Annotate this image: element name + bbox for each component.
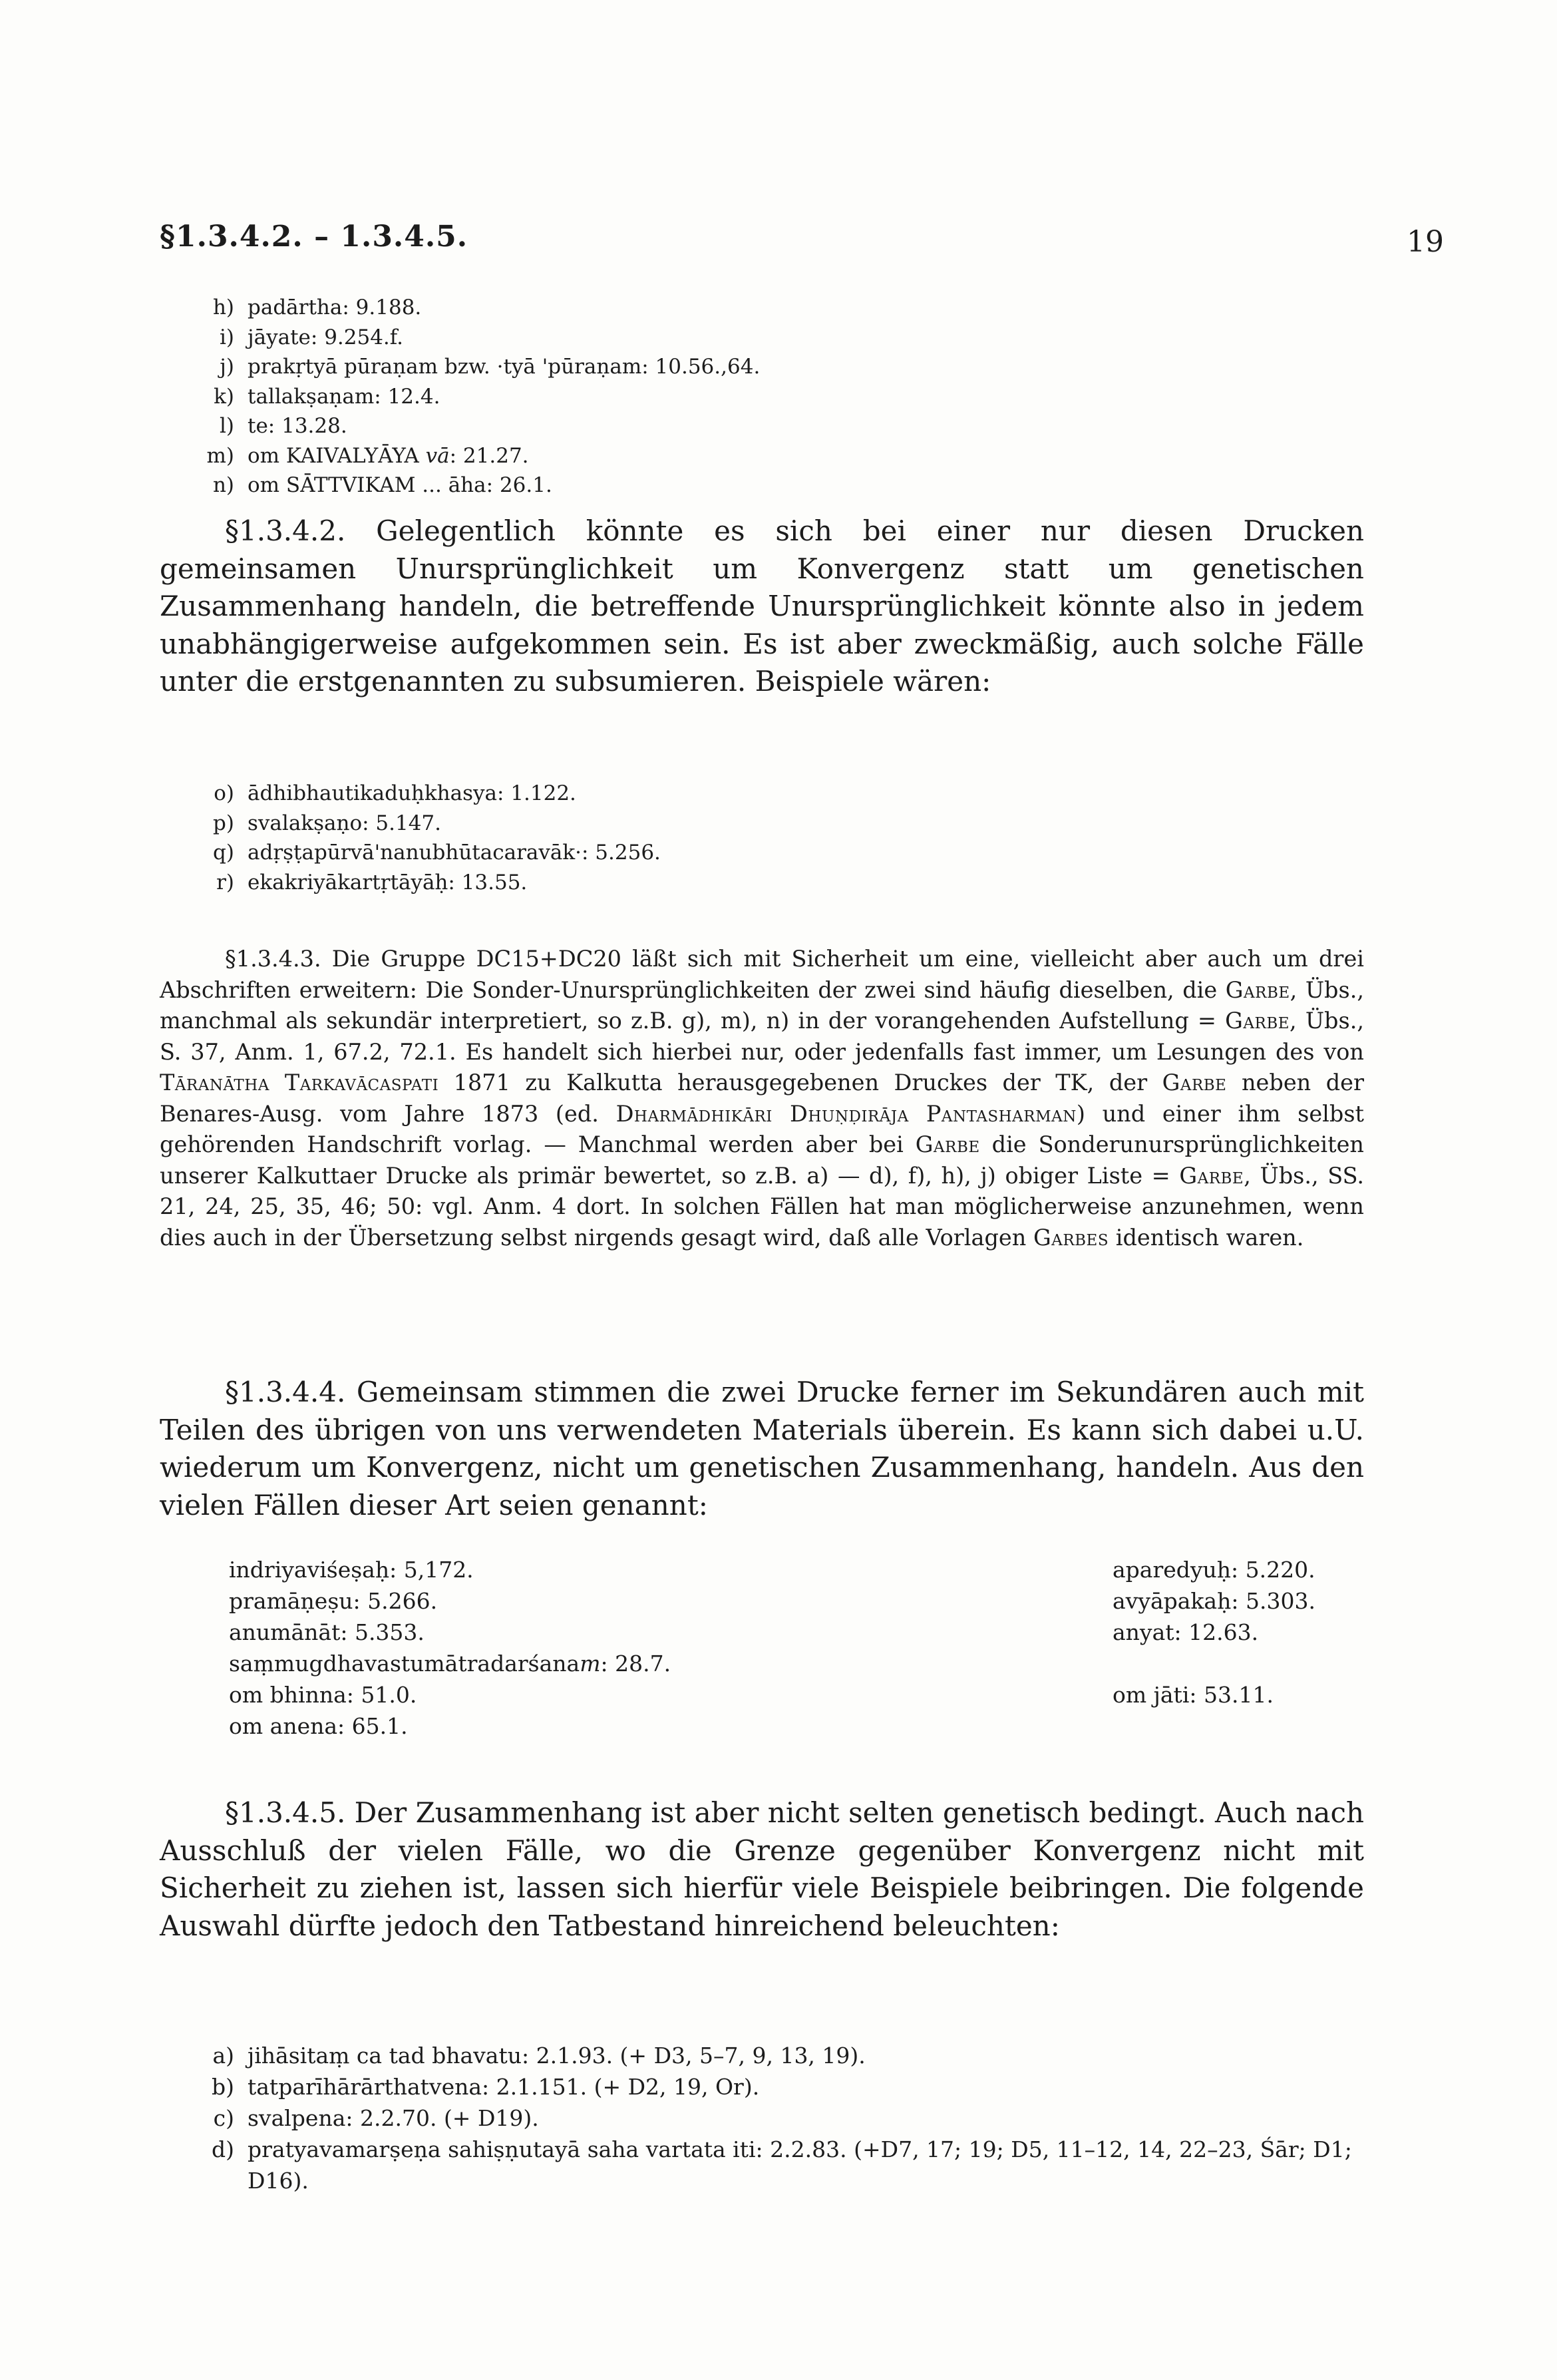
list-marker: k) [214, 384, 234, 409]
list-marker: d) [212, 2136, 234, 2162]
list-marker: m) [206, 443, 234, 468]
paragraph-1-3-4-5: §1.3.4.5. Der Zusammenhang ist aber nicht selten genetisch bedingt. Auch nach Ausschluß der vielen Fälle, wo die Grenze gegenüber Konvergenz nicht mit Sicherheit zu ziehen ist, lassen sich hierfür viele Beispiele beibringen. Die folgende Auswahl dürfte jedoch den Tatbestand hinreichend beleuchten: [160, 1796, 1365, 1942]
example-left: om anena: 65.1. [229, 1713, 408, 1739]
example-right: om jāti: 53.11. [1113, 1682, 1274, 1708]
author-name: Garbe [1225, 1008, 1290, 1034]
text-run: , Übs., S. 37, Anm. 1, 67.2, 72.1. Es handelt sich hierbei nur, oder jedenfalls fast immer, um Lesungen des von [160, 1008, 1364, 1065]
list-item [188, 352, 760, 382]
list-item [188, 2040, 1419, 2071]
list-item-text: prakṛtyā pūraṇam bzw. ·tyā 'pūraṇam: 10.56.,64. [248, 355, 761, 379]
list-marker: q) [213, 841, 234, 865]
paragraph-1-3-4-3 [160, 944, 1364, 1253]
text-run: om KAIVALYĀYA [248, 443, 426, 468]
author-name: Garbe [1162, 1070, 1227, 1095]
list-marker: o) [214, 781, 234, 805]
list-item [188, 2102, 1419, 2134]
paragraph-1-3-4-2: §1.3.4.2. Gelegentlich könnte es sich bei einer nur diesen Drucken gemeinsamen Unursprünglichkeit um Konvergenz statt um genetischen Zusammenhang handeln, die betreffende Unursprünglichkeit könnte also in jedem unabhängigerweise aufgekommen sein. Es ist aber zweckmäßig, auch solche Fälle unter die erstgenannten zu subsumieren. Beispiele wären: [160, 514, 1364, 697]
example-right: anyat: 12.63. [1113, 1619, 1259, 1645]
list-marker: i) [219, 325, 234, 349]
list-item-text: tatparīhārārthatvena: 2.1.151. (+ D2, 19, Or). [248, 2074, 760, 2100]
list-row [229, 1585, 1373, 1617]
list-item-text: pratyavamarṣeṇa sahiṣṇutayā saha vartata iti: 2.2.83. (+D7, 17; 19; D5, 11–12, 14, 22–23, Śār; D1; D16). [248, 2136, 1352, 2194]
italic-text-run: m [580, 1651, 601, 1677]
list-marker: l) [219, 414, 234, 438]
example-left: om bhinna: 51.0. [229, 1682, 417, 1708]
list-item-text: te: 13.28. [248, 414, 347, 438]
variant-list-a-d [188, 2040, 1419, 2196]
list-item [188, 838, 661, 868]
list-item-text: om SĀTTVIKAM ... āha: 26.1. [248, 473, 552, 497]
author-name: Garbes [1033, 1224, 1109, 1251]
text-run: : 28.7. [600, 1651, 671, 1677]
list-item [188, 411, 760, 441]
text-run: neben der Benares-Ausg. vom Jahre 1873 (ed. [160, 1070, 1364, 1127]
list-item [188, 471, 760, 500]
text-run: §1.3.4.3. Die Gruppe DC15+DC20 läßt sich mit Sicherheit um eine, vielleicht aber auch um drei Abschriften erweitern: Die Sonder-Unursprünglichkeiten der zwei sind häufig dieselben, die [160, 946, 1364, 1003]
text-run: ) und einer ihm selbst gehörenden Handschrift vorlag. — Manchmal werden aber bei [160, 1100, 1364, 1157]
running-head [160, 220, 1444, 260]
list-marker: h) [212, 296, 234, 319]
list-row [229, 1648, 1373, 1679]
variant-list-h-n [188, 293, 760, 500]
list-item-text: svalpena: 2.2.70. (+ D19). [248, 2105, 539, 2131]
list-row [229, 1617, 1373, 1648]
list-item-text: ādhibhautikaduḥkhasya: 1.122. [248, 781, 576, 805]
example-right: aparedyuḥ: 5.220. [1113, 1557, 1315, 1583]
example-left [229, 1648, 671, 1679]
text-run: 1871 zu Kalkutta herausgegebenen Druckes der TK, der [438, 1070, 1162, 1095]
list-marker: c) [213, 2105, 234, 2131]
example-left: indriyaviśeṣaḥ: 5,172. [229, 1557, 474, 1583]
list-item [188, 868, 661, 898]
list-item-text: jihāsitaṃ ca tad bhavatu: 2.1.93. (+ D3, 5–7, 9, 13, 19). [248, 2043, 866, 2069]
example-left: anumānāt: 5.353. [229, 1619, 425, 1645]
text-run: , Übs., manchmal als sekundär interpretiert, so z.B. g), m), n) in der vorangehenden Aufstellung = [160, 976, 1364, 1034]
text-run: , Übs., SS. 21, 24, 25, 35, 46; 50: vgl. Anm. 4 dort. In solchen Fällen hat man möglicherweise anzunehmen, wenn dies auch in der Übersetzung selbst nirgends gesagt wird, daß alle Vorlagen [160, 1162, 1364, 1251]
list-item [188, 293, 760, 323]
list-item-text [248, 444, 529, 468]
list-item-text: tallakṣaṇam: 12.4. [248, 384, 440, 409]
list-item-text: jāyate: 9.254.f. [248, 325, 404, 349]
list-item-text: adṛṣṭapūrvā'nanubhūtacaravāk·: 5.256. [248, 841, 661, 865]
list-item [188, 779, 661, 809]
list-row [229, 1554, 1373, 1585]
italic-text-run: vā [425, 443, 450, 468]
two-column-example-list [229, 1554, 1373, 1742]
text-run: saṃmugdhavastumātradarśana [229, 1651, 580, 1677]
example-left: pramāṇeṣu: 5.266. [229, 1588, 438, 1614]
list-item-text: svalakṣaṇo: 5.147. [248, 811, 442, 835]
list-marker: b) [212, 2074, 234, 2100]
list-row [229, 1679, 1373, 1710]
author-name: Garbe [915, 1131, 980, 1157]
author-name: Dharmādhikāri Dhuṇḍirāja Pantasharman [615, 1100, 1077, 1127]
list-marker: j) [220, 355, 234, 379]
variant-list-o-r [188, 779, 661, 897]
list-marker: a) [212, 2043, 234, 2069]
list-marker: p) [213, 811, 234, 835]
list-item [188, 809, 661, 839]
list-item [188, 2071, 1419, 2102]
list-marker: r) [216, 870, 234, 894]
paragraph-1-3-4-4: §1.3.4.4. Gemeinsam stimmen die zwei Drucke ferner im Sekundären auch mit Teilen des übrigen von uns verwendeten Materials überein. Es kann sich dabei u.U. wiederum um Konvergenz, nicht um genetischen Zusammenhang, handeln. Aus den vielen Fällen dieser Art seien genannt: [160, 1376, 1364, 1521]
page-number: 19 [1407, 225, 1444, 259]
text-run: identisch waren. [1109, 1224, 1304, 1251]
list-item [188, 323, 760, 353]
list-item-text: ekakriyākartṛtāyāḥ: 13.55. [248, 870, 528, 894]
text-run: : 21.27. [449, 443, 529, 468]
author-name: Tāranātha Tarkavācaspati [160, 1070, 439, 1095]
section-range-title: §1.3.4.2. – 1.3.4.5. [160, 220, 468, 254]
list-item-text: padārtha: 9.188. [248, 296, 422, 319]
author-name: Garbe [1179, 1162, 1244, 1189]
list-item [188, 441, 760, 471]
example-right: avyāpakaḥ: 5.303. [1113, 1588, 1315, 1614]
list-row [229, 1710, 1373, 1742]
text-run: die Sonderunursprünglichkeiten unserer Kalkuttaer Drucke als primär bewertet, so z.B. a) — d), f), h), j) obiger Liste = [160, 1131, 1364, 1189]
list-marker: n) [212, 473, 234, 497]
author-name: Garbe [1225, 976, 1290, 1003]
list-item [188, 382, 760, 412]
list-item [188, 2134, 1419, 2196]
